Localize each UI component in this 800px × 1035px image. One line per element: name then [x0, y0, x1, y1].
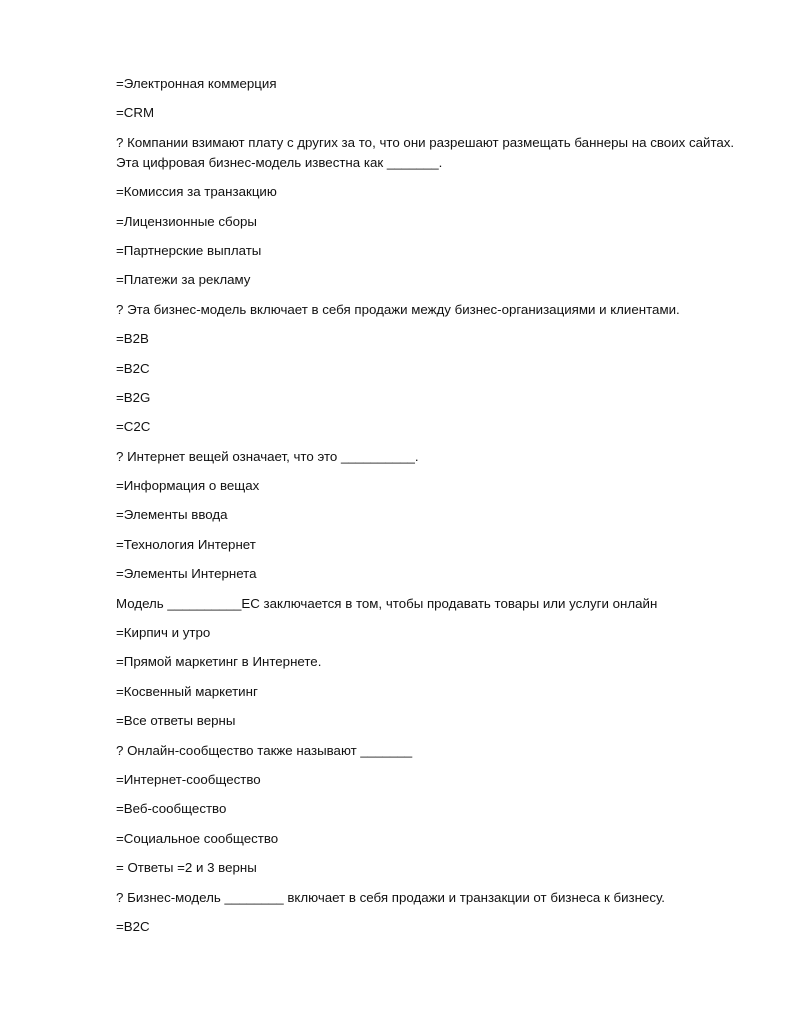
- answer-option: =Прямой маркетинг в Интернете.: [116, 654, 322, 670]
- answer-option: =Элементы Интернета: [116, 566, 257, 582]
- answer-option: =Платежи за рекламу: [116, 272, 251, 288]
- answer-option: =Комиссия за транзакцию: [116, 184, 277, 200]
- question-text: ? Компании взимают плату с других за то, что они разрешают размещать баннеры на своих сайтах. Эта цифровая бизнес-модель известна как _______.: [116, 134, 738, 170]
- answer-option: =Косвенный маркетинг: [116, 683, 258, 699]
- answer-option: =Партнерские выплаты: [116, 242, 262, 258]
- answer-option: =Все ответы верны: [116, 713, 236, 729]
- answer-option: =C2C: [116, 419, 151, 435]
- answer-option: =Интернет-сообщество: [116, 771, 261, 787]
- answer-option: =Технология Интернет: [116, 536, 256, 552]
- answer-option: =Веб-сообщество: [116, 801, 227, 817]
- answer-option: =Лицензионные сборы: [116, 213, 257, 229]
- question-text: ? Онлайн-сообщество также называют _______: [116, 742, 413, 758]
- document-body: [116, 74, 752, 946]
- answer-option: =Кирпич и утро: [116, 625, 211, 641]
- answer-option: =Электронная коммерция: [116, 76, 277, 91]
- answer-option: = Ответы =2 и 3 верны: [116, 860, 257, 876]
- answer-option: =B2G: [116, 389, 151, 405]
- answer-option: =Информация о вещах: [116, 478, 260, 494]
- question-text: ? Интернет вещей означает, что это __________.: [116, 448, 419, 464]
- answer-option: =B2C: [116, 360, 150, 376]
- answer-option: =Социальное сообщество: [116, 830, 279, 846]
- question-text: ? Бизнес-модель ________ включает в себя продажи и транзакции от бизнеса к бизнесу.: [116, 889, 665, 905]
- answer-option: =B2B: [116, 331, 149, 347]
- question-text: Модель __________EC заключается в том, чтобы продавать товары или услуги онлайн: [116, 595, 658, 611]
- question-text: ? Эта бизнес-модель включает в себя продажи между бизнес-организациями и клиентами.: [116, 301, 680, 317]
- answer-option: =B2C: [116, 918, 150, 934]
- answer-option: =CRM: [116, 105, 155, 121]
- answer-option: =Элементы ввода: [116, 507, 228, 523]
